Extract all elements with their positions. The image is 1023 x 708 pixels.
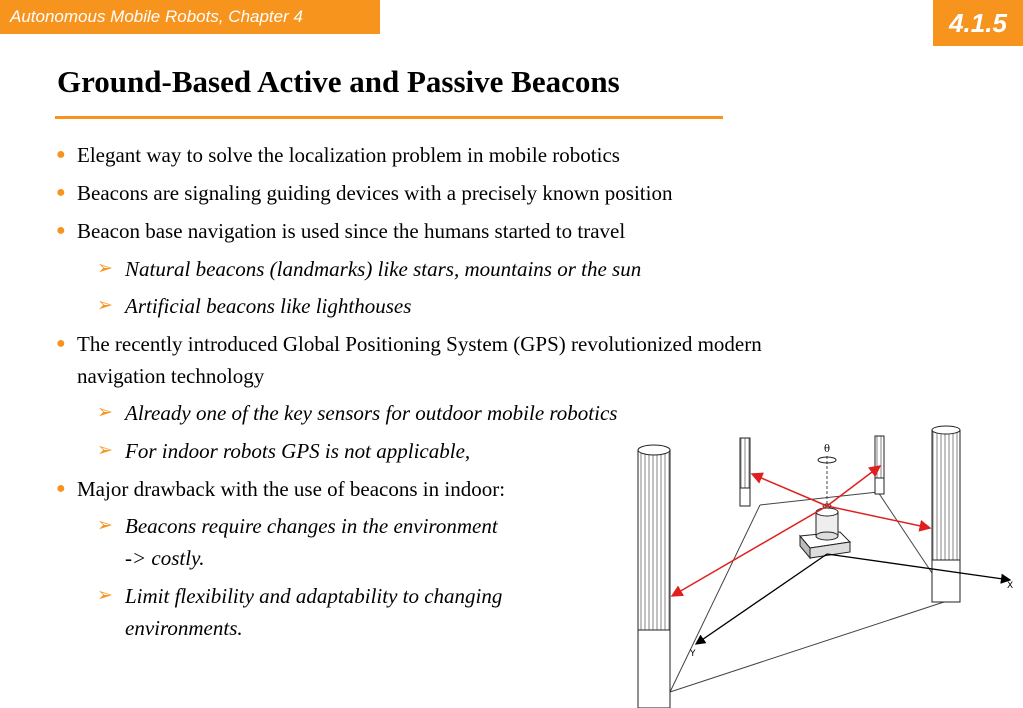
bullet-item — [56, 328, 762, 360]
bullet-text: Major drawback with the use of beacons in indoor: — [77, 477, 506, 501]
bullet-item — [56, 139, 620, 171]
title-underline — [55, 116, 723, 119]
sub-bullet-item — [97, 253, 642, 285]
laser-beams — [672, 466, 930, 596]
bullet-text: The recently introduced Global Positioning System (GPS) revolutionized modern — [77, 332, 762, 356]
back-left-beacon — [740, 438, 750, 506]
bullet-item — [56, 215, 626, 247]
bullet-dot-icon: ● — [56, 335, 66, 352]
left-pillar — [638, 445, 670, 708]
rotation-indicator — [818, 444, 836, 504]
bullet-dot-icon: ● — [56, 480, 66, 497]
robot — [800, 504, 850, 558]
arrow-bullet-icon: ➢ — [97, 258, 113, 279]
bullet-text: Beacons are signaling guiding devices with a precisely known position — [77, 181, 673, 205]
bullet-text: Elegant way to solve the localization problem in mobile robotics — [77, 143, 620, 167]
bullet-item — [56, 473, 506, 505]
sub-bullet-continuation — [125, 612, 243, 644]
arrow-bullet-icon: ➢ — [97, 585, 113, 606]
right-pillar — [932, 426, 960, 602]
sub-bullet-continuation — [125, 542, 205, 574]
sub-bullet-item — [97, 290, 412, 322]
sub-bullet-item — [97, 397, 618, 429]
axes — [696, 554, 1010, 644]
sub-bullet-text: Natural beacons (landmarks) like stars, mountains or the sun — [125, 257, 642, 281]
y-axis-label: Y — [690, 649, 696, 659]
sub-bullet-text: -> costly. — [125, 546, 205, 570]
sub-bullet-text: For indoor robots GPS is not applicable, — [125, 439, 471, 463]
sub-bullet-text: Beacons require changes in the environment — [125, 514, 498, 538]
beacon-diagram — [620, 420, 1020, 708]
section-number: 4.1.5 — [933, 0, 1023, 46]
sub-bullet-text: environments. — [125, 616, 243, 640]
bullet-item — [56, 177, 673, 209]
angle-label: θ — [824, 444, 831, 455]
sub-bullet-text: Limit flexibility and adaptability to changing — [125, 584, 503, 608]
bullet-text: Beacon base navigation is used since the humans started to travel — [77, 219, 626, 243]
sub-bullet-text: Artificial beacons like lighthouses — [125, 294, 412, 318]
x-axis-label: X — [1007, 581, 1014, 591]
back-right-beacon — [875, 436, 884, 494]
arrow-bullet-icon: ➢ — [97, 295, 113, 316]
arrow-bullet-icon: ➢ — [97, 515, 113, 536]
arrow-bullet-icon: ➢ — [97, 402, 113, 423]
base-lines — [670, 492, 950, 692]
bullet-continuation — [77, 360, 264, 392]
bullet-dot-icon: ● — [56, 146, 66, 163]
sub-bullet-item — [97, 510, 498, 542]
bullet-dot-icon: ● — [56, 184, 66, 201]
bullet-dot-icon: ● — [56, 222, 66, 239]
sub-bullet-item — [97, 580, 503, 612]
chapter-header: Autonomous Mobile Robots, Chapter 4 — [0, 0, 380, 34]
arrow-bullet-icon: ➢ — [97, 440, 113, 461]
bullet-text: navigation technology — [77, 364, 265, 388]
slide-title: Ground-Based Active and Passive Beacons — [57, 64, 620, 99]
sub-bullet-text: Already one of the key sensors for outdoor mobile robotics — [125, 401, 618, 425]
sub-bullet-item — [97, 435, 471, 467]
